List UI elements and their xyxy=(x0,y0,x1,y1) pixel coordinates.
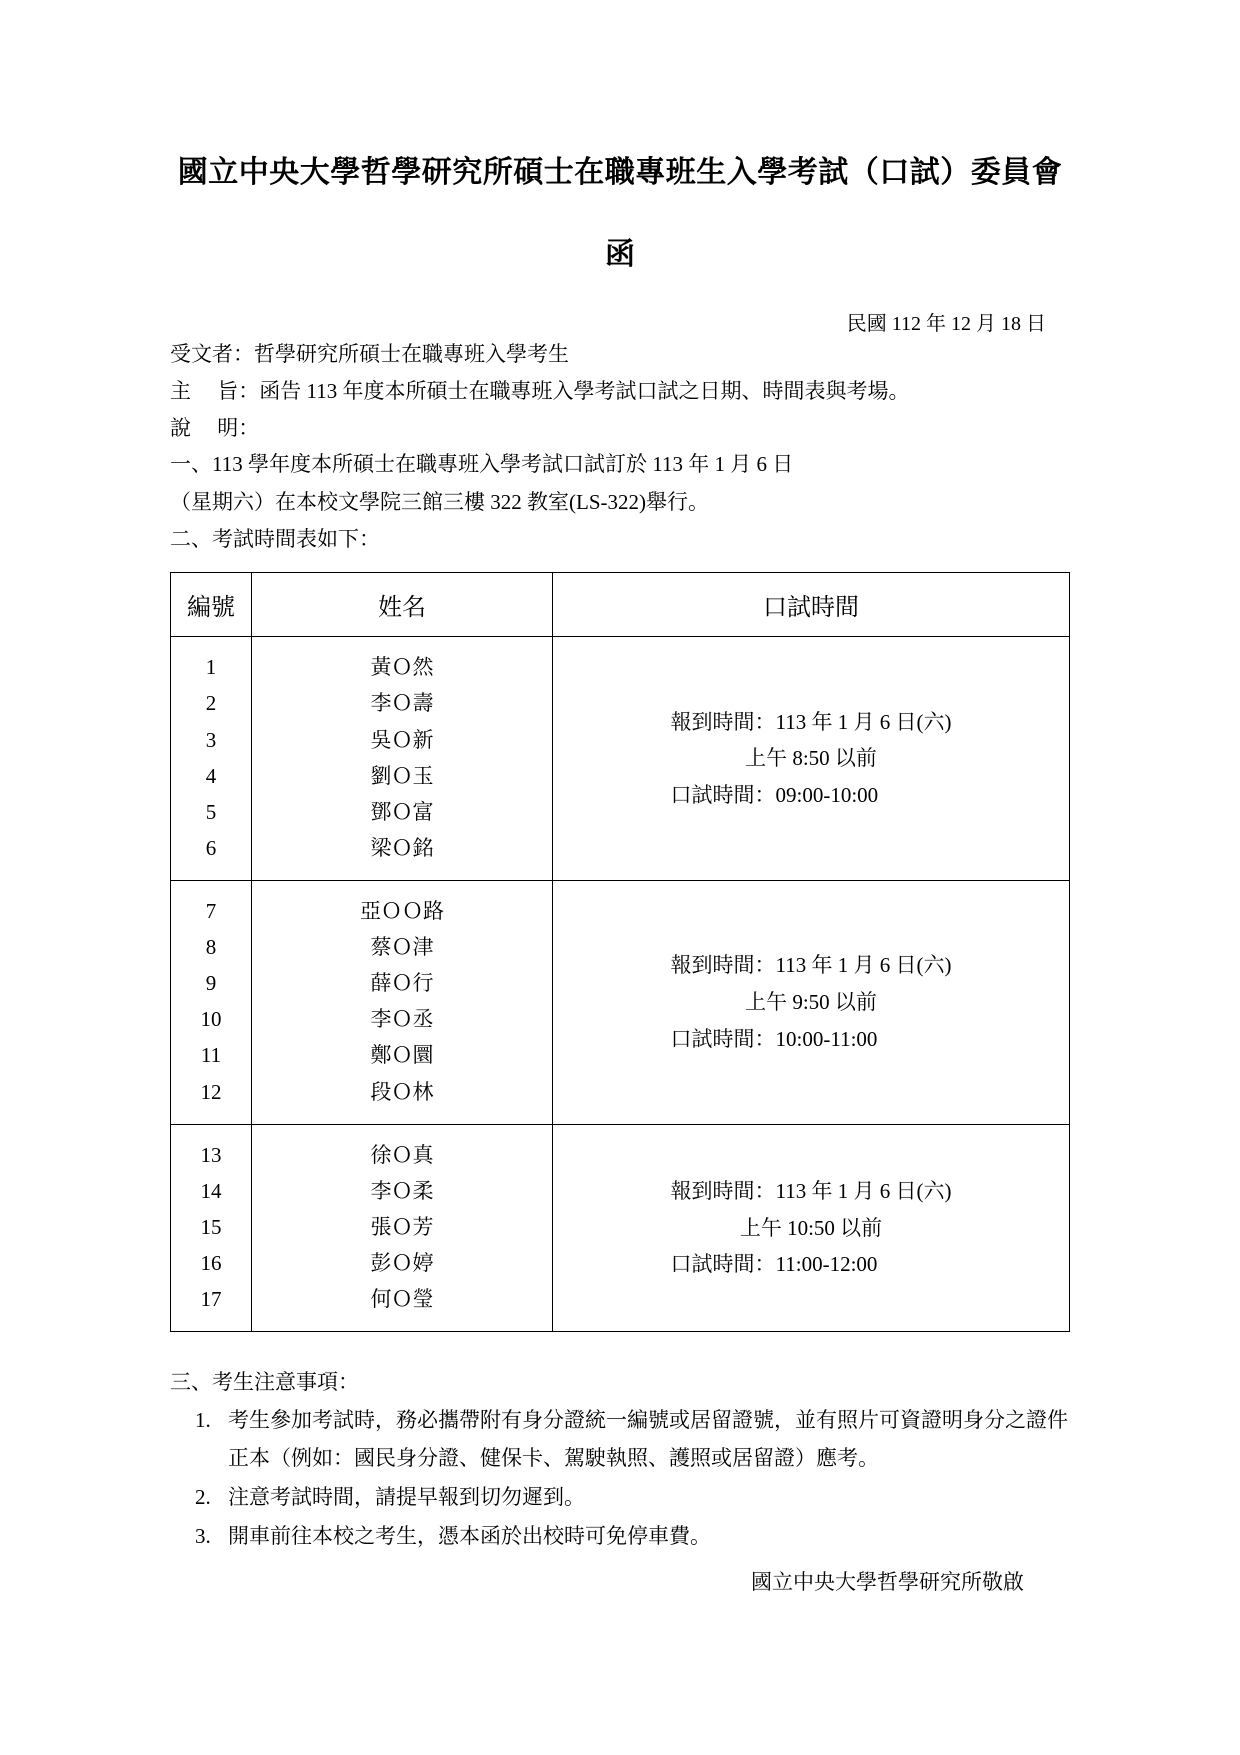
report-time-line: 報到時間：113 年 1 月 6 日(六) xyxy=(670,1178,952,1203)
number-cell: 7 xyxy=(205,899,217,924)
name-cell: 李Ｏ柔 xyxy=(370,1178,434,1203)
notes-heading: 三、考生注意事項： xyxy=(170,1370,359,1395)
list-item: 1. 考生參加考試時，務必攜帶附有身分證統一編號或居留證號，並有照片可資證明身分之證件正本（例如：國民身分證、健保卡、駕駛執照、護照或居留證）應考。 xyxy=(216,1402,1070,1477)
name-cell: 彭Ｏ婷 xyxy=(370,1251,434,1276)
list-item: 2. 注意考試時間，請提早報到切勿遲到。 xyxy=(216,1479,1070,1516)
recipient-value: 哲學研究所碩士在職專班入學考生 xyxy=(254,342,569,366)
recipient-line xyxy=(170,336,1070,373)
interview-time-line: 口試時間：11:00-12:00 xyxy=(670,1252,878,1277)
name-cell: 徐Ｏ真 xyxy=(370,1142,434,1167)
number-cell: 15 xyxy=(200,1214,222,1239)
group-3-names xyxy=(252,1124,553,1332)
subject-line xyxy=(170,373,1070,410)
number-cell: 1 xyxy=(205,655,217,680)
number-cell: 9 xyxy=(205,971,217,996)
number-cell: 17 xyxy=(200,1287,222,1312)
report-deadline-line: 上午 9:50 以前 xyxy=(745,989,877,1014)
name-cell: 何Ｏ瑩 xyxy=(370,1287,434,1312)
explanation-item-1-line-2: （星期六）在本校文學院三館三樓 322 教室(LS-322)舉行。 xyxy=(170,489,709,514)
report-deadline-line: 上午 10:50 以前 xyxy=(739,1215,883,1240)
number-cell: 16 xyxy=(200,1251,222,1276)
schedule-table xyxy=(170,572,1070,1332)
name-cell: 段Ｏ林 xyxy=(370,1079,434,1104)
table-row xyxy=(171,881,1070,1125)
page-title: 國立中央大學哲學研究所碩士在職專班生入學考試（口試）委員會 xyxy=(177,156,1063,189)
name-cell: 薛Ｏ行 xyxy=(370,971,434,996)
number-cell: 13 xyxy=(200,1142,222,1167)
notes-list xyxy=(170,1402,1070,1556)
name-cell: 亞ＯＯ路 xyxy=(360,899,444,924)
column-header-name: 姓名 xyxy=(252,573,553,637)
name-cell: 李Ｏ壽 xyxy=(370,691,434,716)
name-cell: 鄭Ｏ圜 xyxy=(370,1043,434,1068)
group-1-names xyxy=(252,637,553,881)
signature: 國立中央大學哲學研究所敬啟 xyxy=(751,1569,1024,1594)
number-cell: 12 xyxy=(200,1079,222,1104)
number-cell: 2 xyxy=(205,691,217,716)
number-cell: 10 xyxy=(200,1007,222,1032)
number-cell: 6 xyxy=(205,835,217,860)
report-time-line: 報到時間：113 年 1 月 6 日(六) xyxy=(670,709,952,734)
name-cell: 蔡Ｏ津 xyxy=(370,935,434,960)
number-cell: 8 xyxy=(205,935,217,960)
interview-time-line: 口試時間：10:00-11:00 xyxy=(670,1026,878,1051)
name-cell: 李Ｏ丞 xyxy=(370,1007,434,1032)
table-header-row xyxy=(171,573,1070,637)
interview-time-line: 口試時間：09:00-10:00 xyxy=(670,783,879,808)
group-1-numbers xyxy=(171,637,252,881)
recipient-label: 受文者： xyxy=(170,342,254,366)
name-cell: 劉Ｏ玉 xyxy=(370,763,434,788)
name-cell: 梁Ｏ銘 xyxy=(370,835,434,860)
column-header-number: 編號 xyxy=(171,573,252,637)
explanation-item-2: 二、考試時間表如下： xyxy=(170,527,380,551)
group-2-numbers xyxy=(171,881,252,1125)
table-row xyxy=(171,637,1070,881)
explanation-item-1-line-1: 一、113 學年度本所碩士在職專班入學考試口試訂於 113 年 1 月 6 日 xyxy=(170,452,794,477)
name-cell: 張Ｏ芳 xyxy=(370,1214,434,1239)
group-1-time xyxy=(553,637,1070,881)
document-date: 民國 112 年 12 月 18 日 xyxy=(846,313,1046,335)
group-2-names xyxy=(252,881,553,1125)
number-cell: 14 xyxy=(200,1178,222,1203)
report-time-line: 報到時間：113 年 1 月 6 日(六) xyxy=(670,953,952,978)
page-title-second-line: 函 xyxy=(605,238,635,271)
table-row xyxy=(171,1124,1070,1332)
number-cell: 4 xyxy=(205,763,217,788)
list-item: 3. 開車前往本校之考生，憑本函於出校時可免停車費。 xyxy=(216,1518,1070,1555)
explanation-label: 說 明： xyxy=(170,415,260,440)
subject-value: 函告 113 年度本所碩士在職專班入學考試口試之日期、時間表與考場。 xyxy=(259,378,910,403)
column-header-time: 口試時間 xyxy=(553,573,1070,637)
name-cell: 吳Ｏ新 xyxy=(370,727,434,752)
report-deadline-line: 上午 8:50 以前 xyxy=(745,746,877,771)
number-cell: 11 xyxy=(200,1043,222,1068)
group-2-time xyxy=(553,881,1070,1125)
name-cell: 黃Ｏ然 xyxy=(370,655,434,680)
name-cell: 鄧Ｏ富 xyxy=(370,799,434,824)
number-cell: 3 xyxy=(205,727,217,752)
group-3-time xyxy=(553,1124,1070,1332)
number-cell: 5 xyxy=(205,799,217,824)
subject-label: 主 旨： xyxy=(170,378,260,403)
group-3-numbers xyxy=(171,1124,252,1332)
